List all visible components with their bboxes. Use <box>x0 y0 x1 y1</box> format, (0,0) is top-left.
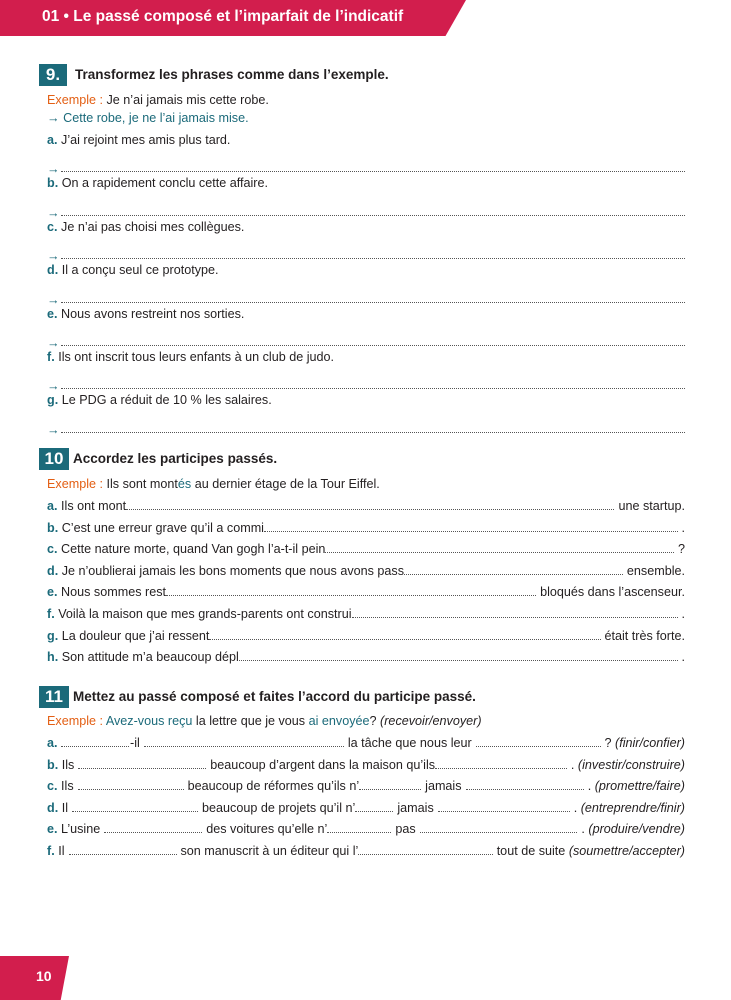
answer-blank[interactable] <box>104 822 202 833</box>
item-text: jamais <box>425 779 462 794</box>
exercise-9-instruction: Transformez les phrases comme dans l’exemple. <box>75 67 389 82</box>
exercise-10-item <box>47 542 685 564</box>
item-before: Voilà la maison que mes grands-parents ont construi <box>58 606 352 621</box>
item-letter: f. <box>47 349 55 364</box>
answer-blank[interactable] <box>126 499 614 510</box>
item-letter: b. <box>47 176 59 191</box>
item-letter: f. <box>47 843 55 858</box>
page-number: 10 <box>36 968 52 984</box>
item-text: la tâche que nous leur <box>347 736 472 750</box>
verb-hint: (soumettre/accepter) <box>568 843 685 858</box>
answer-line[interactable] <box>47 370 685 393</box>
item-before: Nous sommes rest <box>61 585 166 600</box>
exercise-11-item <box>47 779 685 801</box>
item-letter: c. <box>47 219 58 234</box>
answer-blank[interactable] <box>61 161 685 172</box>
exercise-10-instruction: Accordez les participes passés. <box>73 451 278 466</box>
item-letter: f. <box>47 606 55 621</box>
answer-blank[interactable] <box>61 422 685 433</box>
item-before: Je n’oublierai jamais les bons moments que nous avons pass <box>61 563 405 578</box>
item-letter: a. <box>47 133 58 147</box>
exercise-10-item <box>47 585 685 607</box>
answer-blank[interactable] <box>72 801 198 812</box>
answer-blank[interactable] <box>358 844 492 855</box>
exercise-10 <box>44 448 685 672</box>
item-letter: e. <box>47 306 58 321</box>
item-letter: d. <box>47 800 59 815</box>
item-text: -il <box>130 736 140 750</box>
item-text: beaucoup de projets qu’il n’ <box>202 800 356 815</box>
exercise-9-item <box>47 307 685 327</box>
page-number-tab <box>0 956 69 1000</box>
arrow-icon: → <box>47 335 60 350</box>
item-before: C’est une erreur grave qu’il a commi <box>61 520 264 535</box>
answer-line[interactable] <box>47 413 685 436</box>
exercise-10-item <box>47 521 685 543</box>
arrow-icon: → <box>47 249 60 264</box>
item-after: . <box>681 650 685 665</box>
item-after: bloqués dans l’ascenseur. <box>540 585 685 600</box>
item-letter: d. <box>47 563 59 578</box>
answer-blank[interactable] <box>404 564 623 575</box>
item-after: une startup. <box>618 499 685 513</box>
item-text: jamais <box>397 800 434 815</box>
answer-blank[interactable] <box>61 378 685 389</box>
answer-blank[interactable] <box>61 292 685 303</box>
chapter-title: 01 • Le passé composé et l’imparfait de l’indicatif <box>42 8 404 25</box>
exercise-11 <box>47 686 685 866</box>
arrow-icon: → <box>47 162 60 177</box>
exercise-10-item <box>47 629 685 651</box>
item-text: Ils <box>61 779 74 794</box>
item-letter: b. <box>47 520 59 535</box>
answer-blank[interactable] <box>61 335 685 346</box>
answer-line[interactable] <box>47 153 685 176</box>
answer-blank[interactable] <box>61 248 685 259</box>
item-text: Ils <box>61 757 75 772</box>
item-text: tout de suite <box>496 843 566 858</box>
exercise-9-example: Exemple : Je n’ai jamais mis cette robe. <box>47 93 269 107</box>
item-sentence: Il a conçu seul ce prototype. <box>61 263 219 278</box>
exercise-9-example-answer: → Cette robe, je ne l’ai jamais mise. <box>47 111 249 125</box>
answer-blank[interactable] <box>61 736 129 747</box>
item-letter: c. <box>47 542 58 557</box>
answer-blank[interactable] <box>264 521 678 532</box>
verb-hint: (finir/confier) <box>615 736 685 750</box>
arrow-icon: → <box>47 205 60 220</box>
item-sentence: J’ai rejoint mes amis plus tard. <box>61 133 231 147</box>
answer-line[interactable] <box>47 196 685 219</box>
answer-blank[interactable] <box>420 822 578 833</box>
item-text: beaucoup d’argent dans la maison qu’ils <box>210 757 436 772</box>
exercise-11-instruction: Mettez au passé composé et faites l’accord du participe passé. <box>73 689 476 704</box>
item-sentence: Le PDG a réduit de 10 % les salaires. <box>61 393 272 408</box>
item-text: Il <box>58 843 65 858</box>
answer-line[interactable] <box>47 327 685 350</box>
item-text: . <box>570 757 575 772</box>
exercise-10-number: 10 <box>39 448 69 470</box>
verb-hint: (investir/construire) <box>577 757 685 772</box>
item-text: . <box>573 800 578 815</box>
item-before: Cette nature morte, quand Van gogh l’a-t-il pein <box>61 542 326 557</box>
answer-blank[interactable] <box>61 205 685 216</box>
exercise-11-item <box>47 844 685 866</box>
exercise-9-number: 9. <box>39 64 67 86</box>
item-letter: h. <box>47 650 59 665</box>
item-after: . <box>681 520 685 535</box>
item-sentence: Je n’ai pas choisi mes collègues. <box>61 219 245 234</box>
arrow-icon: → <box>47 422 60 437</box>
item-sentence: On a rapidement conclu cette affaire. <box>61 176 268 191</box>
answer-blank[interactable] <box>466 779 584 790</box>
answer-blank[interactable] <box>359 779 421 790</box>
item-letter: b. <box>47 757 59 772</box>
exercise-10-title <box>44 448 685 470</box>
item-text: des voitures qu’elle n’ <box>206 822 328 837</box>
verb-hint: (entreprendre/finir) <box>580 800 685 815</box>
exercise-11-item <box>47 758 685 780</box>
item-after: ensemble. <box>626 563 685 578</box>
answer-line[interactable] <box>47 240 685 263</box>
exercise-11-title <box>47 686 685 708</box>
exercise-11-example: Exemple : Avez-vous reçu la lettre que je vous ai envoyée? (recevoir/envoyer) <box>47 714 482 728</box>
item-text: . <box>581 822 585 837</box>
exercise-10-item <box>47 564 685 586</box>
answer-line[interactable] <box>47 283 685 306</box>
verb-hint: (promettre/faire) <box>594 779 685 794</box>
answer-blank[interactable] <box>239 650 678 661</box>
exercise-11-item <box>47 801 685 823</box>
answer-blank[interactable] <box>144 736 344 747</box>
exercise-11-item <box>47 822 685 844</box>
item-before: Ils ont mont <box>61 499 127 513</box>
item-letter: d. <box>47 263 59 278</box>
item-text: beaucoup de réformes qu’ils n’ <box>187 779 360 794</box>
item-text: son manuscrit à un éditeur qui l’ <box>180 843 359 858</box>
item-text: ? <box>604 736 612 750</box>
exercise-9-item <box>47 220 685 240</box>
arrow-icon: → <box>47 292 60 307</box>
answer-blank[interactable] <box>352 607 678 618</box>
answer-blank[interactable] <box>78 758 206 769</box>
item-letter: e. <box>47 585 58 600</box>
exercise-9-item <box>47 133 685 153</box>
arrow-icon: → <box>47 379 60 394</box>
exercise-9-item <box>47 263 685 283</box>
item-letter: g. <box>47 393 59 408</box>
exercise-9 <box>47 64 685 437</box>
item-letter: c. <box>47 779 58 794</box>
item-after: était très forte. <box>604 628 685 643</box>
exercise-10-item <box>47 499 685 521</box>
exercise-11-number: 11 <box>39 686 69 708</box>
exercise-9-item <box>47 393 685 413</box>
exercise-10-item <box>47 607 685 629</box>
answer-blank[interactable] <box>209 629 600 640</box>
item-letter: e. <box>47 822 58 837</box>
answer-blank[interactable] <box>476 736 601 747</box>
exercise-11-item <box>47 736 685 758</box>
item-letter: g. <box>47 628 59 643</box>
exercise-10-item <box>47 650 685 672</box>
item-sentence: Ils ont inscrit tous leurs enfants à un club de judo. <box>58 349 335 364</box>
item-text: L’usine <box>61 822 101 837</box>
answer-blank[interactable] <box>166 585 536 596</box>
exercise-9-item <box>47 350 685 370</box>
item-letter: a. <box>47 499 58 513</box>
item-after: ? <box>677 542 685 557</box>
item-before: Son attitude m’a beaucoup dépl <box>61 650 239 665</box>
item-sentence: Nous avons restreint nos sorties. <box>61 306 245 321</box>
answer-blank[interactable] <box>355 801 393 812</box>
answer-blank[interactable] <box>78 779 184 790</box>
answer-blank[interactable] <box>325 542 674 553</box>
exercise-9-item <box>47 176 685 196</box>
answer-blank[interactable] <box>435 758 567 769</box>
exercise-10-example: Exemple : Ils sont montés au dernier étage de la Tour Eiffel. <box>47 477 380 491</box>
item-text: Il <box>61 800 68 815</box>
exercise-9-title <box>47 64 685 86</box>
item-text: pas <box>395 822 416 837</box>
answer-blank[interactable] <box>438 801 570 812</box>
answer-blank[interactable] <box>69 844 177 855</box>
verb-hint: (produire/vendre) <box>588 822 685 837</box>
item-before: La douleur que j’ai ressent <box>61 628 210 643</box>
item-after: . <box>681 606 685 621</box>
item-letter: a. <box>47 736 58 750</box>
answer-blank[interactable] <box>327 822 391 833</box>
item-text: . <box>587 779 592 794</box>
